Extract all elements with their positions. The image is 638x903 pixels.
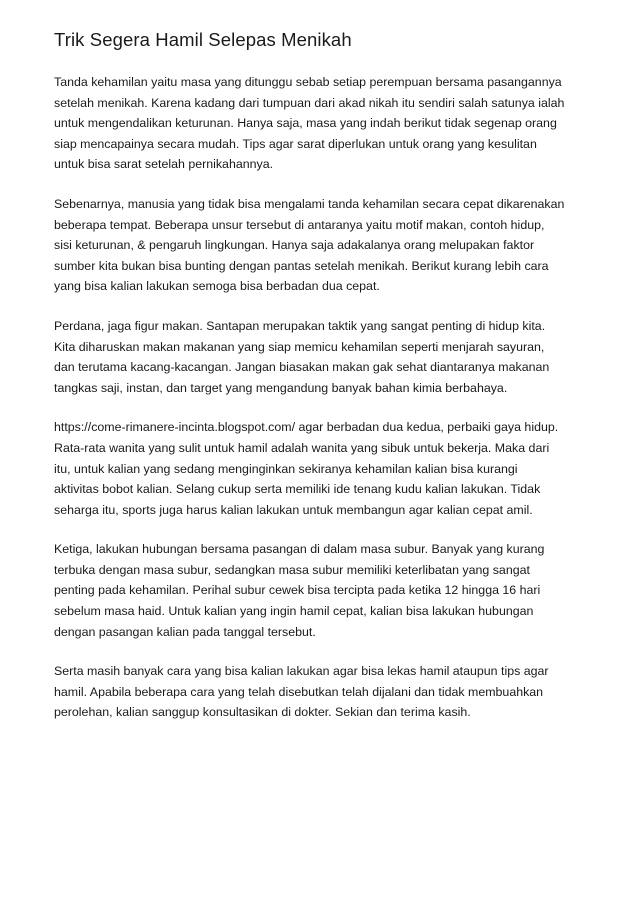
paragraph-line: Serta masih banyak cara yang bisa kalian lakukan agar bisa lekas hamil ataupun tips agar bbox=[54, 664, 549, 679]
paragraph-6 bbox=[54, 661, 598, 723]
paragraph-line: Tanda kehamilan yaitu masa yang ditunggu sebab setiap perempuan bersama pasangannya bbox=[54, 75, 562, 89]
paragraph-line: https://come-rimanere-incinta.blogspot.com/ agar berbadan dua kedua, perbaiki gaya hidup. bbox=[54, 420, 559, 435]
paragraph-line: penting pada kehamilan. Perihal subur cewek bisa tercipta pada ketika 12 hingga 16 hari bbox=[54, 583, 541, 598]
paragraph-line: untuk mengendalikan keturunan. Hanya saja, masa yang indah berikut tidak segenap orang bbox=[54, 116, 557, 131]
paragraph-line: aktivitas bobot kalian. Selang cukup serta memiliki ide tenang kudu kalian lakukan. Tidak bbox=[54, 482, 541, 497]
paragraph-line: Kita diharuskan makan makanan yang siap memicu kehamilan seperti menjarah sayuran, bbox=[54, 339, 545, 354]
paragraph-4 bbox=[54, 417, 598, 520]
paragraph-line: beberapa tempat. Beberapa unsur tersebut di antaranya yaitu motif makan, contoh hidup, bbox=[54, 217, 545, 232]
paragraph-3 bbox=[54, 316, 598, 398]
document-body bbox=[54, 72, 598, 723]
paragraph-line: terbuka dengan masa subur, sedangkan masa subur memiliki keterlibatan yang sangat bbox=[54, 562, 530, 577]
paragraph-5 bbox=[54, 539, 598, 642]
paragraph-2 bbox=[54, 194, 598, 297]
paragraph-line: Sebenarnya, manusia yang tidak bisa mengalami tanda kehamilan secara cepat dikarenakan bbox=[54, 196, 565, 211]
paragraph-line: yang bisa kalian lakukan semoga bisa berbadan dua cepat. bbox=[54, 279, 380, 294]
paragraph-line: siap mencapainya secara mudah. Tips agar sarat diperlukan untuk orang yang kesulitan bbox=[54, 136, 537, 151]
paragraph-line: dan terutama kacang-kacangan. Jangan biasakan makan gak sehat diantaranya makanan bbox=[54, 360, 550, 375]
paragraph-line: hamil. Apabila beberapa cara yang telah disebutkan telah dijalani dan tidak membuahkan bbox=[54, 684, 544, 699]
paragraph-line: sisi keturunan, & pengaruh lingkungan. Hanya saja adakalanya orang melupakan faktor bbox=[54, 238, 535, 253]
paragraph-line: seharga itu, sports juga harus kalian lakukan untuk membangun agar kalian cepat amil. bbox=[54, 502, 533, 517]
paragraph-line: untuk bisa sarat setelah pernikahannya. bbox=[54, 157, 274, 172]
paragraph-line: Rata-rata wanita yang sulit untuk hamil adalah wanita yang sibuk untuk bekerja. Maka dari bbox=[54, 440, 550, 455]
paragraph-line: Perdana, jaga figur makan. Santapan merupakan taktik yang sangat penting di hidup kita. bbox=[54, 318, 546, 333]
paragraph-line: dengan pasangan kalian pada tanggal tersebut. bbox=[54, 624, 316, 639]
paragraph-line: sumber kita bukan bisa bunting dengan pantas setelah menikah. Berikut kurang lebih cara bbox=[54, 258, 549, 273]
paragraph-line: tangkas saji, instan, dan target yang mengandung banyak bahan kimia berbahaya. bbox=[54, 380, 508, 395]
paragraph-line: perolehan, kalian sanggup konsultasikan di dokter. Sekian dan terima kasih. bbox=[54, 705, 471, 720]
paragraph-line: sebelum masa haid. Untuk kalian yang ingin hamil cepat, kalian bisa lakukan hubungan bbox=[54, 604, 534, 619]
document-title: Trik Segera Hamil Selepas Menikah bbox=[54, 29, 352, 50]
paragraph-1 bbox=[54, 72, 598, 175]
paragraph-line: itu, untuk kalian yang sedang menginginkan sekiranya kehamilan kalian bisa kurangi bbox=[54, 461, 518, 476]
paragraph-line: setelah menikah. Karena kadang dari tumpuan dari akad nikah itu sendiri salah satunya ialah bbox=[54, 95, 565, 110]
paragraph-line: Ketiga, lakukan hubungan bersama pasangan di dalam masa subur. Banyak yang kurang bbox=[54, 542, 545, 557]
